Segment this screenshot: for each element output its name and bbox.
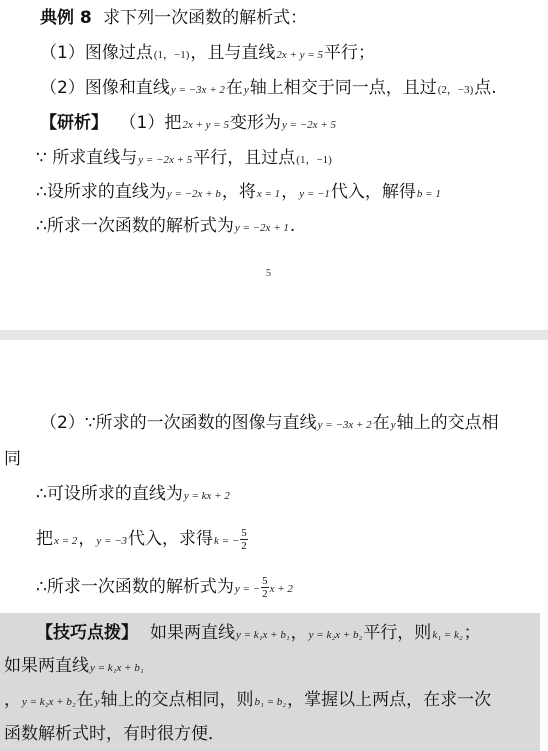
part2-line-4	[36, 572, 294, 604]
tip-t3-eq2: b₁ = b₂	[254, 696, 287, 708]
part2-l1-text-2: 在	[372, 413, 390, 433]
page-top	[0, 0, 548, 330]
q1-text-3: 平行；	[323, 43, 375, 63]
analysis-s1-eq1: 2x + y = 5	[182, 119, 229, 131]
tip-t1-eq3: k₁ = k₂	[432, 629, 463, 641]
fraction-denominator: 2	[262, 587, 268, 600]
analysis-s4-period: .	[289, 216, 296, 236]
analysis-s3-eq: y = −2x + b	[166, 188, 221, 200]
q1-text: （1）图像过点	[40, 43, 153, 63]
part2-l4-eq-a: y = −	[234, 583, 261, 595]
analysis-s3-text: ∴设所求的直线为	[36, 182, 166, 202]
part2-l3-text-3: 代入，求得	[128, 529, 214, 549]
part2-l1-y: y	[390, 419, 396, 431]
analysis-s1-text-2: 变形为	[229, 113, 281, 133]
tip-line-1	[36, 621, 481, 647]
part2-l3-y: y = −3	[96, 535, 128, 547]
tip-t1-text-3: ；	[463, 623, 481, 643]
q2-text-3: 轴上相交于同一点，且过	[249, 78, 437, 98]
q1-equation: 2x + y = 5	[276, 49, 323, 61]
page-number: 5	[266, 268, 271, 279]
part2-l3-text-2: ，	[78, 529, 96, 549]
q2-equation: y = −3x + 2	[170, 84, 225, 96]
tip-t1-eq2: y = k₂x + b₂	[308, 629, 363, 641]
question-1	[40, 41, 375, 67]
tip-t1-text: 如果两直线	[150, 623, 235, 643]
tip-t3-text: 在	[76, 690, 94, 710]
analysis-s1-text: （1）把	[128, 113, 182, 133]
q2-text-4: 点.	[474, 78, 497, 98]
analysis-s3-x: x = 1	[256, 188, 281, 200]
tip-t3-text-2: 轴上的交点相同，则	[100, 690, 254, 710]
part2-l2-text: ∴可设所求的直线为	[36, 484, 183, 504]
analysis-label: 【研析】	[40, 113, 108, 133]
analysis-line-3	[36, 180, 442, 206]
fraction-denominator: 2	[241, 539, 247, 552]
tip-t1-eq1: y = k₁x + b₁	[236, 629, 290, 641]
analysis-s3-text-2: ，将	[221, 182, 256, 202]
part2-l3-text: 把	[36, 529, 53, 549]
tip-t2-text: 如果两直线	[4, 656, 89, 676]
example-heading	[40, 6, 307, 30]
analysis-s1-eq2: y = −2x + 5	[281, 119, 336, 131]
part2-l4-fraction	[261, 575, 269, 600]
analysis-line-2	[36, 146, 333, 172]
part2-l3-k: k = −	[214, 535, 240, 547]
q1-text-2: ，且与直线	[190, 43, 276, 63]
part2-line-1-wrap: 同	[4, 449, 21, 469]
analysis-s3-text-3: ，	[281, 182, 299, 202]
part2-line-2	[36, 482, 231, 508]
tip-t3-y: y	[94, 696, 100, 708]
example-prompt: 求下列一次函数的解析式：	[103, 8, 308, 28]
analysis-s4-text: ∴所求一次函数的解析式为	[36, 216, 234, 236]
q1-point: (1，−1)	[153, 49, 190, 61]
analysis-s2-text-2: 平行，且过点	[193, 148, 296, 168]
part2-l3-x: x = 2	[54, 535, 78, 547]
tip-label: 【技巧点拨】	[36, 623, 138, 643]
part2-l1-text-3: 轴上的交点相	[396, 413, 499, 433]
part2-l2-eq: y = kx + 2	[183, 490, 230, 502]
tip-line-3	[4, 688, 491, 714]
tip-t2-eq: y = k₁x + b₁	[90, 662, 144, 674]
tip-t3-comma: ，	[4, 690, 21, 710]
analysis-s4-eq: y = −2x + 1	[234, 222, 289, 234]
question-2	[40, 76, 497, 102]
part2-l1-text: （2）∵所求的一次函数的图像与直线	[40, 413, 317, 433]
analysis-line-4	[36, 214, 295, 240]
tip-line-4: 函数解析式时，有时很方便．	[4, 724, 225, 744]
part2-l4-text: ∴所求一次函数的解析式为	[36, 577, 234, 597]
fraction-numerator: 5	[241, 526, 247, 539]
tip-t1-comma: ，	[290, 623, 308, 643]
part2-line-3	[36, 524, 248, 556]
page-divider	[0, 330, 548, 340]
part2-l1-eq: y = −3x + 2	[317, 419, 372, 431]
fraction-numerator: 5	[262, 574, 268, 587]
q2-text: （2）图像和直线	[40, 78, 170, 98]
part2-l3-fraction	[240, 527, 248, 552]
tip-line-2	[4, 654, 145, 680]
example-title: 典例 8	[40, 8, 92, 28]
q2-text-2: 在	[225, 78, 243, 98]
tip-t3-text-3: ，掌握以上两点，在求一次	[287, 690, 492, 710]
tip-t1-text-2: 平行，则	[363, 623, 432, 643]
part2-l4-eq-b: x + 2	[269, 583, 293, 595]
analysis-s3-b: b = 1	[416, 188, 441, 200]
analysis-s2-text: ∵ 所求直线与	[36, 148, 138, 168]
part2-line-1	[40, 411, 499, 437]
analysis-s3-text-4: 代入，解得	[330, 182, 416, 202]
tip-t3-eq: y = k₂x + b₂	[22, 696, 76, 708]
q2-y: y	[243, 84, 249, 96]
analysis-s2-eq: y = −2x + 5	[138, 154, 193, 166]
analysis-s3-y: y = −1	[299, 188, 330, 200]
analysis-line-1	[40, 111, 337, 137]
analysis-s2-point: (1，−1)	[296, 154, 332, 166]
q2-point: (2，−3)	[437, 84, 474, 96]
